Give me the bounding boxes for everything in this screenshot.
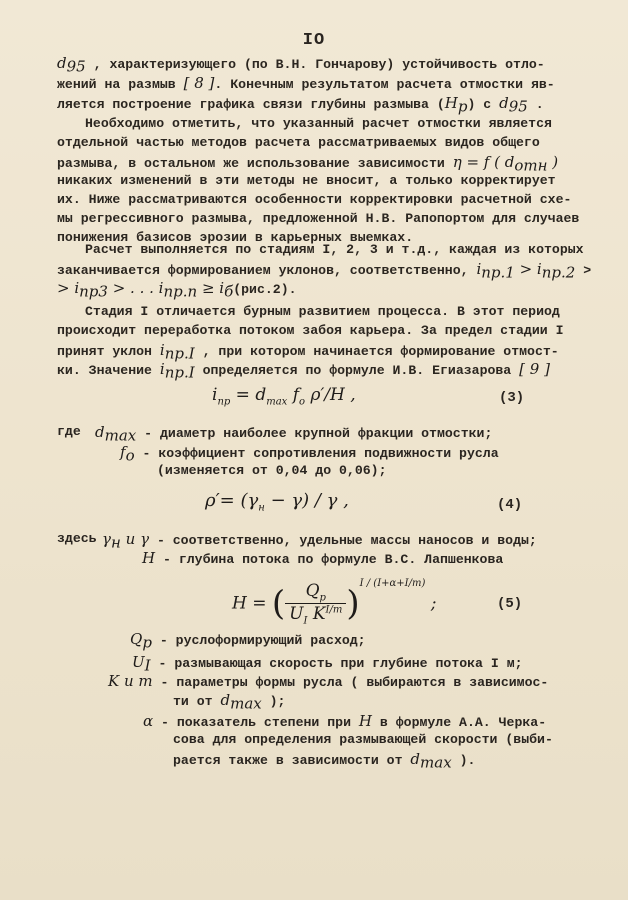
- equation-3: $i_{пр} = d_{max}$ $f_o$ ρ′/H ,: [212, 385, 356, 408]
- p4-line3: принят уклон $i_{пр.I}$ , при котором начинается формирование отмост-: [57, 341, 559, 363]
- def-f0: $f_o$ - коэффициент сопротивления подвижности русла: [120, 443, 499, 465]
- p3-line1: Расчет выполняется по стадиям I, 2, 3 и т.д., каждая из которых: [85, 242, 584, 257]
- p2-line1: Необходимо отметить, что указанный расчет отмостки является: [85, 116, 552, 131]
- page-number: IO: [302, 31, 326, 50]
- def-K-m: K и m - параметры формы русла ( выбираются в зависимос-: [108, 672, 549, 690]
- equation-5-number: (5): [497, 596, 523, 612]
- equation-4: $\rho'= (\gamma_н - \gamma) / \gamma$ ,: [205, 490, 349, 514]
- p2-line5: их. Ниже рассматриваются особенности корректировки расчетной схе-: [57, 192, 572, 207]
- def-Qp: $Q_p$ - руслоформирующий расход;: [130, 630, 366, 652]
- p3-line2: заканчивается формированием уклонов, соответственно, $i_{пр.1} > i_{пр.2}$ >: [57, 260, 592, 282]
- equation-3-number: (3): [499, 390, 525, 406]
- equation-4-number: (4): [497, 497, 523, 513]
- def-dmax: $d_{max}$ - диаметр наиболее крупной фракции отмостки;: [95, 423, 493, 445]
- def-alpha-cont2: рается также в зависимости от $d_{max}$ ).: [173, 750, 476, 772]
- def-alpha-cont1: сова для определения размывающей скорости (выби-: [173, 732, 553, 747]
- p3-line3: > $i_{пр3}$ > . . . $i_{пр.n} \ge i_б(рис.2)$.: [57, 279, 297, 301]
- def-K-m-cont: ти от $d_{max}$ );: [173, 691, 286, 713]
- p1-line3: ляется построение графика связи глубины размыва $(H_p)$ с $d_{95}$ .: [57, 94, 544, 116]
- p4-line2: происходит переработка потоком забоя карьера. За предел стадии I: [57, 323, 564, 338]
- here-label: здесь: [57, 531, 97, 546]
- p2-line6: мы регрессивного размыва, предложенной Н.В. Рапопортом для случаев: [57, 211, 580, 226]
- def-f0-cont: (изменяется от 0,04 до 0,06);: [157, 463, 387, 478]
- p4-line1: Стадия I отличается бурным развитием процесса. В этот период: [85, 304, 560, 319]
- equation-5: H = ( $\frac{Q_p}{U_I K^{I/m}}$ )$^{I / (I+\alpha+I/m)}$ ;: [232, 578, 437, 627]
- eq5-fraction: $\frac{Q_p}{U_I K^{I/m}}$: [285, 581, 346, 627]
- def-gamma: $\gamma_н$ и γ - соответственно, удельные массы наносов и воды;: [102, 530, 537, 552]
- p1-line1: $d_{95}$ , характеризующего (по В.Н. Гончарову) устойчивость отло-: [57, 54, 545, 76]
- def-alpha: α - показатель степени при H в формуле А.А. Черка-: [143, 712, 547, 730]
- p2-line7: понижения базисов эрозии в карьерных выемках.: [57, 230, 414, 245]
- p4-line4: ки. Значение $i_{пр.I}$ определяется по формуле И.В. Егиазарова [ 9 ]: [57, 360, 550, 382]
- p2-line2: отдельной частью методов расчета рассматриваемых видов общего: [57, 135, 540, 150]
- where-label: где: [57, 424, 81, 439]
- p2-line4: никаких изменений в эти методы не вносит, а только корректирует: [57, 173, 556, 188]
- def-H: H - глубина потока по формуле В.С. Лапшенкова: [142, 549, 504, 567]
- def-U1: $U_I$ - размывающая скорость при глубине потока I м;: [132, 653, 523, 675]
- p1-line2: жений на размыв [ 8 ]. Конечным результатом расчета отмостки яв-: [57, 74, 555, 92]
- p2-line3: размыва, в остальном же использование зависимости η = f ( $d_{отн}$ ): [57, 153, 559, 175]
